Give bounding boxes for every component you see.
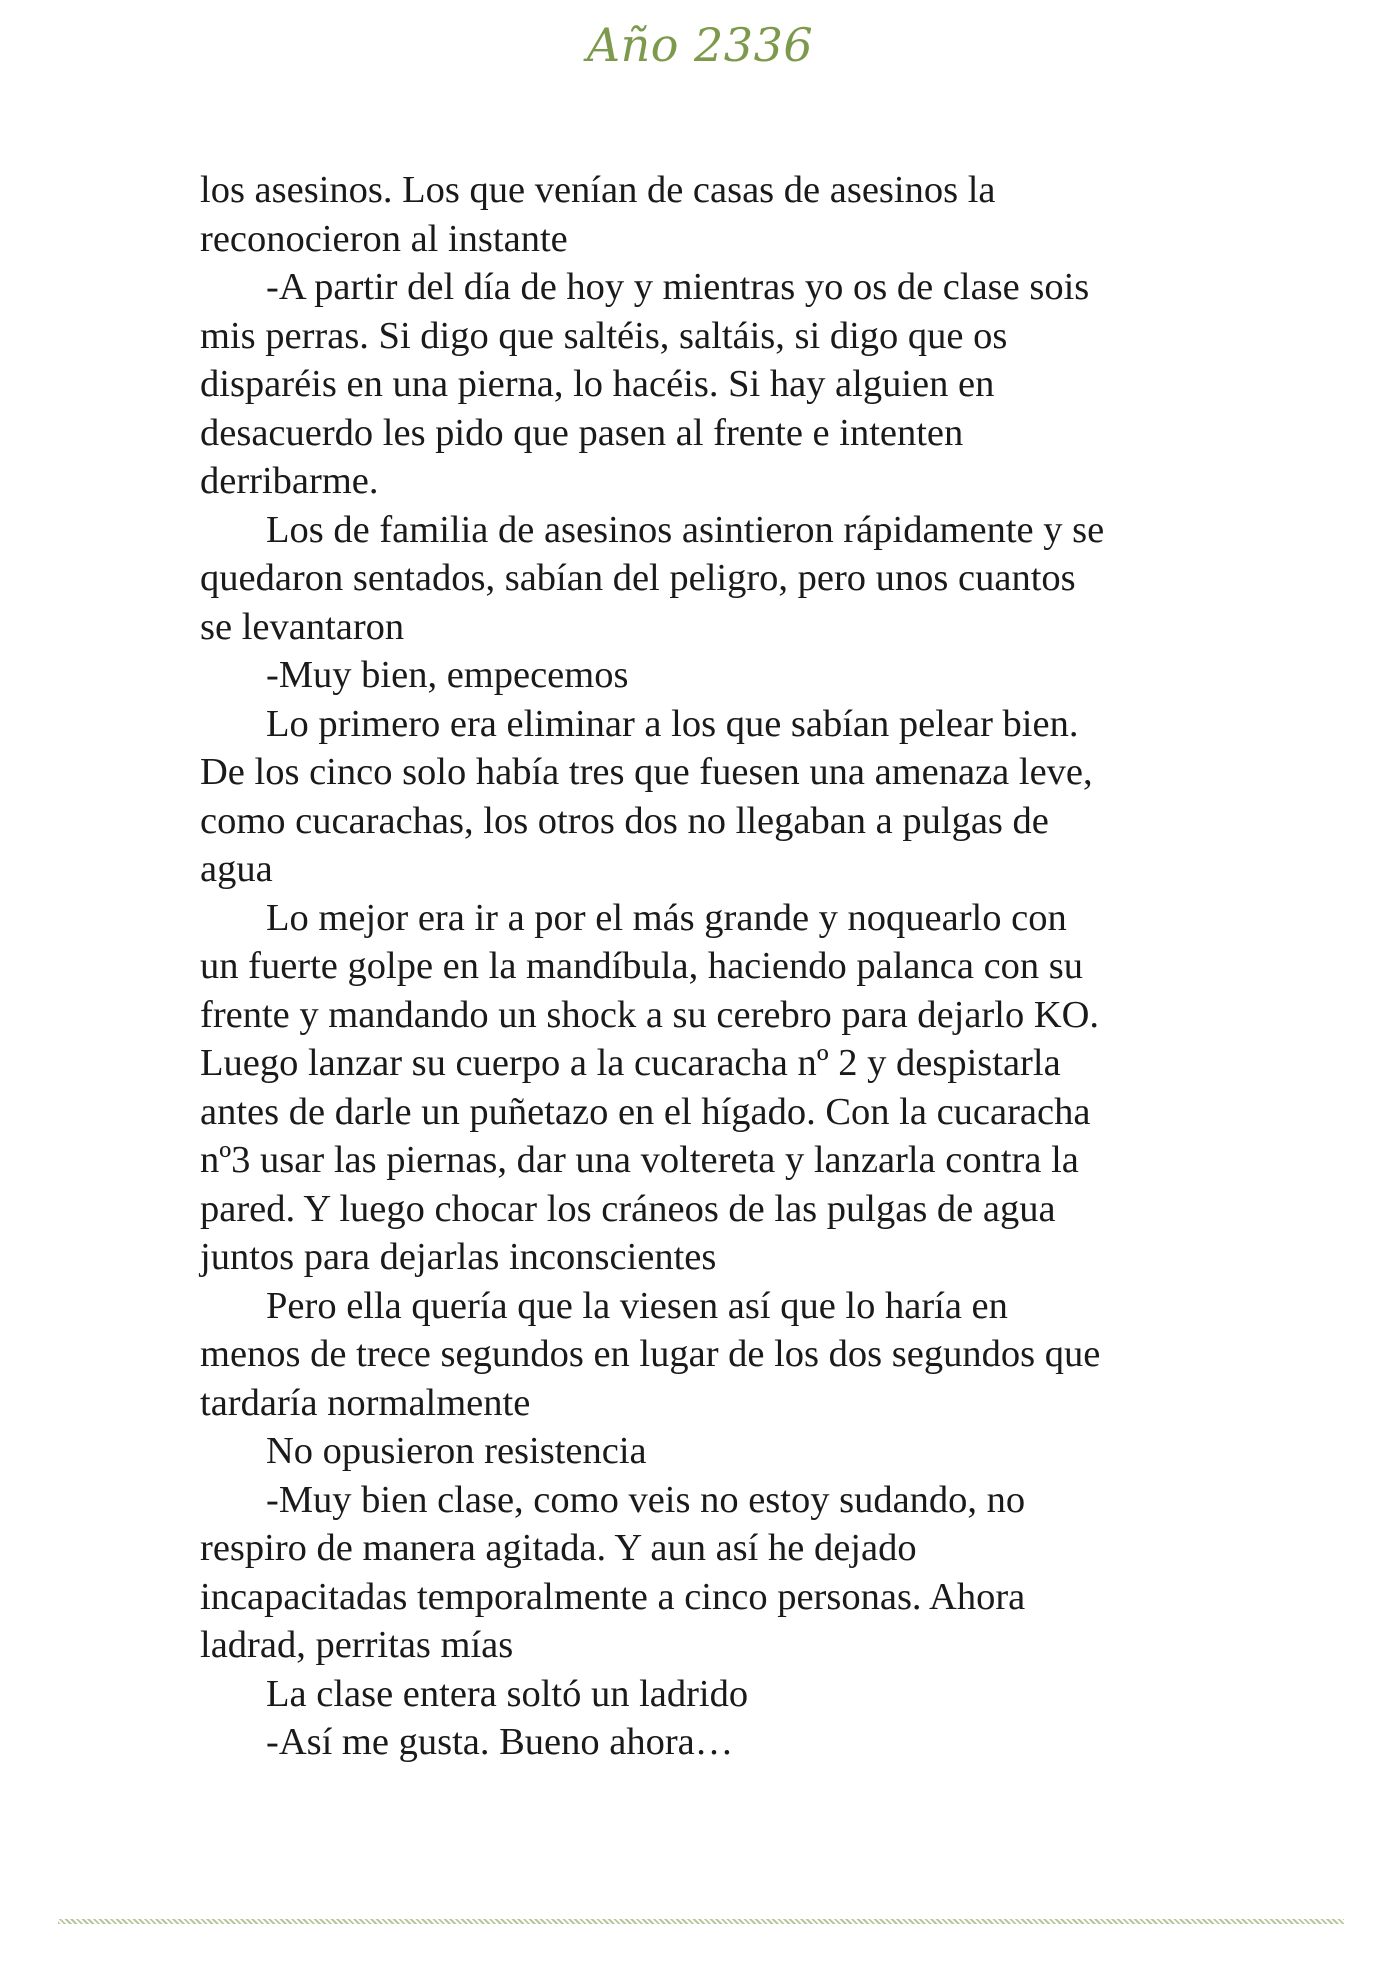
paragraph: Lo mejor era ir a por el más grande y noquearlo con un fuerte golpe en la mandíbula, haciendo palanca con su frente y mandando un shock a su cerebro para dejarlo KO. Luego lanzar su cuerpo a la cucaracha nº 2 y despistarla antes de darle un puñetazo en el hígado. Con la cucaracha nº3 usar las piernas, dar una voltereta y lanzarla contra la pared. Y luego chocar los cráneos de las pulgas de agua juntos para dejarlas inconscientes	[200, 896, 1100, 1278]
paragraph: los asesinos. Los que venían de casas de asesinos la reconocieron al instante	[200, 169, 996, 260]
page-body	[200, 166, 1200, 1767]
paragraph: -A partir del día de hoy y mientras yo os de clase sois mis perras. Si digo que saltéis, saltáis, si digo que os disparéis en una pierna, lo hacéis. Si hay alguien en desacuerdo les pido que pasen al frente e intenten derribarme.	[200, 266, 1090, 502]
footer-divider	[58, 1919, 1344, 1924]
paragraph: No opusieron resistencia	[266, 1430, 647, 1472]
paragraph: -Así me gusta. Bueno ahora…	[266, 1721, 734, 1763]
paragraph: Pero ella quería que la viesen así que lo haría en menos de trece segundos en lugar de los dos segundos que tardaría normalmente	[200, 1284, 1101, 1424]
paragraph: Los de familia de asesinos asintieron rápidamente y se quedaron sentados, sabían del peligro, pero unos cuantos se levantaron	[200, 508, 1105, 648]
paragraph: Lo primero era eliminar a los que sabían pelear bien. De los cinco solo había tres que fuesen una amenaza leve, como cucarachas, los otros dos no llegaban a pulgas de agua	[200, 702, 1093, 890]
paragraph: -Muy bien clase, como veis no estoy sudando, no respiro de manera agitada. Y aun así he dejado incapacitadas temporalmente a cinco personas. Ahora ladrad, perritas mías	[200, 1478, 1026, 1666]
paragraph: La clase entera soltó un ladrido	[266, 1672, 749, 1715]
paragraph: -Muy bien, empecemos	[266, 654, 629, 696]
page-title: Año 2336	[586, 18, 814, 72]
